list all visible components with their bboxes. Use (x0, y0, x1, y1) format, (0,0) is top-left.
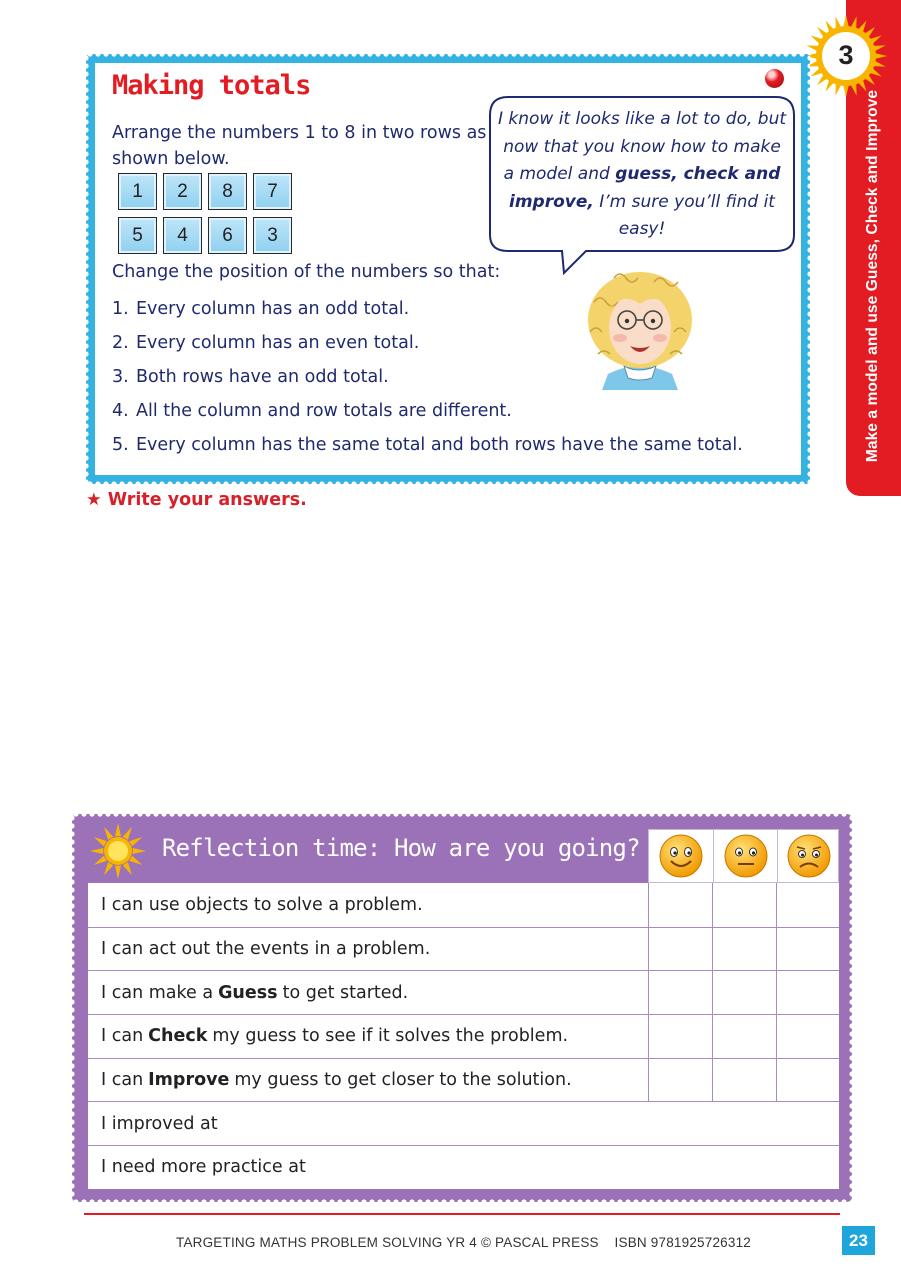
sun-ray (94, 837, 107, 846)
sun-ray (115, 823, 121, 836)
statement-text: my guess to see if it solves the problem. (212, 1026, 569, 1047)
statement-bold: Guess (218, 982, 278, 1003)
rating-cell-happy[interactable] (648, 928, 712, 971)
activity-title: Making totals (112, 70, 311, 101)
table-row (88, 970, 839, 1014)
rating-cell-neutral[interactable] (712, 1015, 776, 1058)
worried-face-icon (786, 833, 832, 879)
rating-cell-worried[interactable] (776, 928, 839, 971)
task-text: Every column has the same total and both rows have the same total. (136, 435, 743, 455)
rating-cell-neutral[interactable] (712, 971, 776, 1014)
improved-at-field[interactable]: I improved at (101, 1113, 218, 1134)
sun-ray (123, 827, 132, 840)
number-tile: 5 (118, 217, 157, 254)
rating-cell-happy[interactable] (648, 883, 712, 927)
task-text: All the column and row totals are different. (136, 401, 512, 421)
sun-ray (835, 16, 841, 30)
write-answers-prompt: ★ Write your answers. (86, 490, 307, 510)
sun-ray (806, 45, 820, 51)
reflection-table (88, 883, 839, 1189)
rating-cell-neutral[interactable] (712, 883, 776, 927)
number-grid (118, 173, 292, 254)
reflection-statement (88, 1059, 648, 1102)
number-tile: 2 (163, 173, 202, 210)
sun-ray (872, 45, 886, 51)
unit-side-tab-label: Make a model and use Guess, Check and Improve (864, 89, 882, 463)
table-row (88, 927, 839, 971)
number-tile: 3 (253, 217, 292, 254)
task-number: 4. (112, 401, 129, 421)
task-number: 1. (112, 299, 129, 319)
sun-ray (872, 60, 886, 66)
table-row[interactable] (88, 1101, 839, 1145)
rating-face-cell (649, 830, 713, 882)
task-text: Every column has an even total. (136, 333, 420, 353)
rating-cell-happy[interactable] (648, 1015, 712, 1058)
sun-ray (835, 82, 841, 96)
rating-cell-neutral[interactable] (712, 1059, 776, 1102)
sun-ray (843, 84, 849, 97)
happy-face-icon (658, 833, 704, 879)
table-row (88, 883, 839, 927)
sun-ray (104, 862, 113, 875)
statement-bold: Improve (148, 1070, 230, 1091)
sun-icon (89, 822, 147, 880)
page-number: 23 (842, 1226, 875, 1255)
task-text: Every column has an odd total. (136, 299, 410, 319)
sun-ray (123, 862, 132, 875)
statement-text: my guess to get closer to the solution. (234, 1070, 572, 1091)
reflection-statement (88, 883, 648, 927)
sun-ray (90, 848, 103, 854)
teacher-character-icon (574, 262, 704, 390)
sun-ray (850, 16, 856, 30)
list-item (112, 432, 743, 466)
table-row (88, 1058, 839, 1102)
statement-bold: Check (148, 1026, 208, 1047)
sun-ray (94, 856, 107, 865)
rating-cell-neutral[interactable] (712, 928, 776, 971)
statement-text: I can make a (101, 982, 214, 1003)
rating-cell-happy[interactable] (648, 971, 712, 1014)
rating-face-cell (713, 830, 777, 882)
sun-ray (843, 15, 849, 28)
task-number: 5. (112, 435, 129, 455)
activity-intro: Arrange the numbers 1 to 8 in two rows as shown below. (112, 123, 487, 169)
reflection-title: Reflection time: How are you going? (162, 834, 640, 862)
more-practice-field[interactable]: I need more practice at (101, 1157, 306, 1178)
number-tile: 8 (208, 173, 247, 210)
sun-ray (104, 827, 113, 840)
speech-text-bold: guess, check and improve, (509, 164, 781, 212)
unit-side-tab-label-wrap (846, 60, 901, 492)
statement-text: I can act out the events in a problem. (101, 939, 431, 960)
change-instruction: Change the position of the numbers so that: (112, 262, 501, 282)
task-number: 3. (112, 367, 129, 387)
list-item (112, 398, 743, 432)
number-tile: 1 (118, 173, 157, 210)
speech-bubble-text (496, 106, 788, 244)
sun-ray (133, 848, 146, 854)
reflection-statement (88, 1015, 648, 1058)
statement-text: I can (101, 1026, 144, 1047)
reflection-statement (88, 928, 648, 971)
task-text: Both rows have an odd total. (136, 367, 389, 387)
bullet-dot-icon (765, 69, 784, 88)
sun-ray (115, 866, 121, 879)
rating-cell-happy[interactable] (648, 1059, 712, 1102)
footer-divider (84, 1213, 840, 1215)
rating-faces-header (648, 829, 839, 883)
task-number: 2. (112, 333, 129, 353)
rating-face-cell (777, 830, 840, 882)
unit-number: 3 (838, 40, 854, 70)
rating-cell-worried[interactable] (776, 1059, 839, 1102)
footer-credit: TARGETING MATHS PROBLEM SOLVING YR 4 © PASCAL PRESS ISBN 9781925726312 (176, 1235, 752, 1250)
number-tile: 7 (253, 173, 292, 210)
rating-cell-worried[interactable] (776, 971, 839, 1014)
neutral-face-icon (723, 833, 769, 879)
sun-ray (129, 856, 142, 865)
statement-text: I can (101, 1070, 144, 1091)
reflection-statement (88, 971, 648, 1014)
number-tile: 4 (163, 217, 202, 254)
sun-ray (874, 53, 887, 59)
table-row[interactable] (88, 1145, 839, 1189)
rating-cell-worried[interactable] (776, 883, 839, 927)
table-row (88, 1014, 839, 1058)
speech-text-part: I’m sure you’ll find it easy! (593, 191, 775, 239)
rating-cell-worried[interactable] (776, 1015, 839, 1058)
sun-ray (850, 82, 856, 96)
speech-text-part: I know it looks like a lot to do, but now that you know how to make a model and (497, 109, 787, 184)
number-tile: 6 (208, 217, 247, 254)
statement-text: I can use objects to solve a problem. (101, 894, 423, 915)
sun-ray (129, 837, 142, 846)
statement-text: to get started. (282, 982, 409, 1003)
